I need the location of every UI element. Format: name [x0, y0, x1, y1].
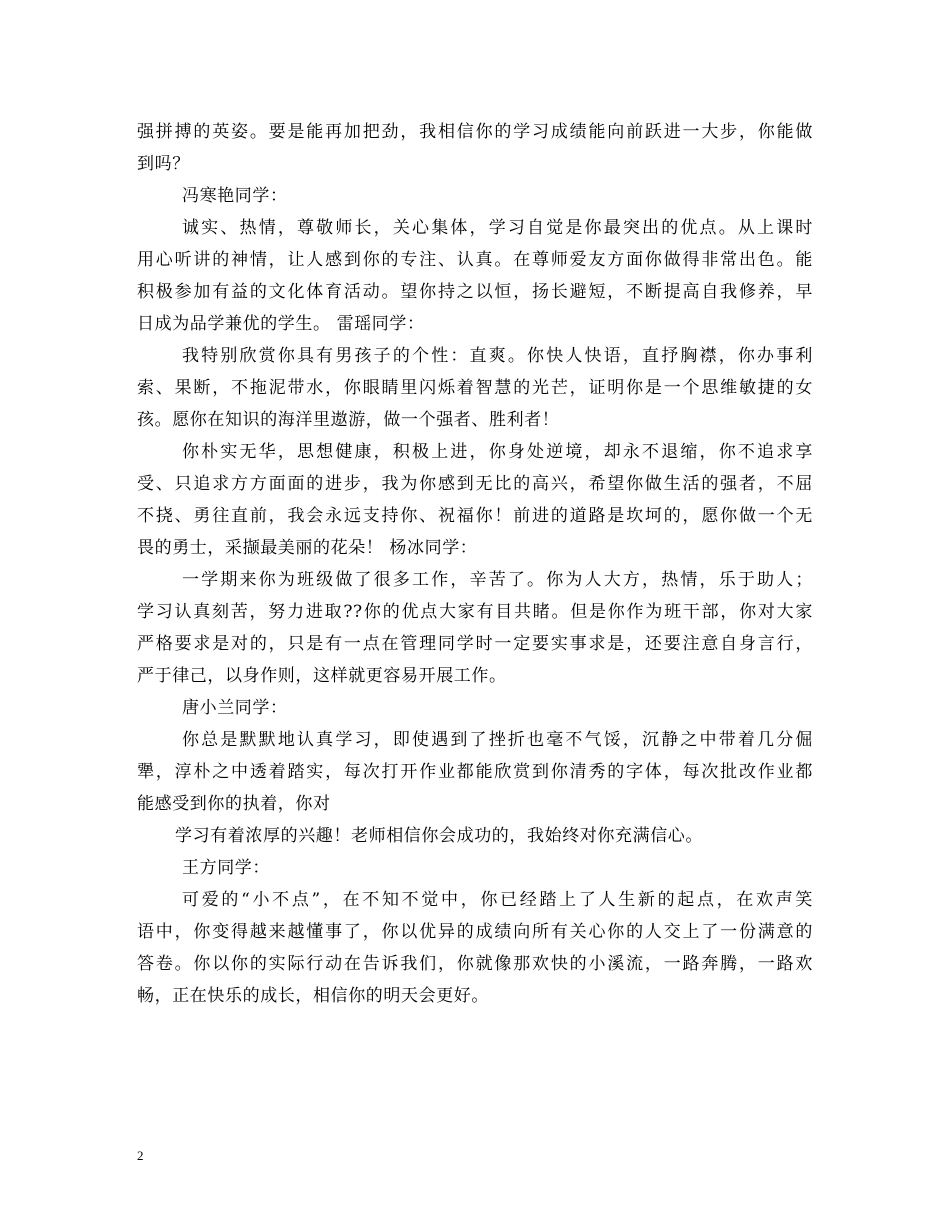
text-line: 可爱的“小不点”，在不知不觉中，你已经踏上了人生新的起点，在欢声笑 — [182, 890, 813, 910]
text-line: 犟，淳朴之中透着踏实，每次打开作业都能欣赏到你清秀的字体，每次批改作业都 — [137, 762, 813, 782]
text-line: 学习认真刻苦，努力进取??你的优点大家有目共睹。但是你作为班干部，你对大家 — [137, 602, 813, 622]
text-line: 到吗？ — [137, 154, 190, 174]
text-line: 语中，你变得越来越懂事了，你以优异的成绩向所有关心你的人交上了一份满意的 — [137, 922, 813, 942]
text-line: 你朴实无华，思想健康，积极上进，你身处逆境，却永不退缩，你不追求享 — [182, 442, 813, 462]
text-line: 诚实、热情，尊敬师长，关心集体，学习自觉是你最突出的优点。从上课时 — [182, 218, 813, 238]
text-line: 学习有着浓厚的兴趣！老师相信你会成功的，我始终对你充满信心。 — [175, 826, 703, 846]
text-line: 答卷。你以你的实际行动在告诉我们，你就像那欢快的小溪流，一路奔腾，一路欢 — [137, 954, 813, 974]
text-line: 能感受到你的执着，你对 — [137, 794, 331, 814]
text-line: 畏的勇士，采撷最美丽的花朵！ 杨冰同学： — [137, 538, 478, 558]
text-line: 不挠、勇往直前，我会永远支持你、祝福你！前进的道路是坎坷的，愿你做一个无 — [137, 506, 813, 526]
text-line: 索、果断，不拖泥带水，你眼睛里闪烁着智慧的光芒，证明你是一个思维敏捷的女 — [137, 378, 813, 398]
text-line: 日成为品学兼优的学生。 雷瑶同学： — [137, 314, 425, 334]
text-line: 积极参加有益的文化体育活动。望你持之以恒，扬长避短，不断提高自我修养，早 — [137, 282, 813, 302]
text-line: 孩。愿你在知识的海洋里遨游，做一个强者、胜利者！ — [137, 410, 560, 430]
student-heading: 唐小兰同学： — [182, 698, 288, 718]
text-line: 严于律己，以身作则，这样就更容易开展工作。 — [137, 666, 507, 686]
text-line: 严格要求是对的，只是有一点在管理同学时一定要实事求是，还要注意自身言行， — [137, 634, 813, 654]
document-body — [137, 116, 813, 1012]
student-heading: 冯寒艳同学： — [182, 186, 288, 206]
student-heading: 王方同学： — [182, 858, 270, 878]
text-line: 受、只追求方方面面的进步，我为你感到无比的高兴，希望你做生活的强者，不屈 — [137, 474, 813, 494]
text-line: 强拼搏的英姿。要是能再加把劲，我相信你的学习成绩能向前跃进一大步，你能做 — [137, 122, 813, 142]
text-line: 一学期来你为班级做了很多工作，辛苦了。你为人大方，热情，乐于助人； — [182, 570, 813, 590]
text-line: 你总是默默地认真学习，即使遇到了挫折也毫不气馁，沉静之中带着几分倔 — [182, 730, 813, 750]
text-line: 畅，正在快乐的成长，相信你的明天会更好。 — [137, 986, 489, 1006]
text-line: 用心听讲的神情，让人感到你的专注、认真。在尊师爱友方面你做得非常出色。能 — [137, 250, 813, 270]
page-number: 2 — [137, 1148, 144, 1163]
text-line: 我特别欣赏你具有男孩子的个性：直爽。你快人快语，直抒胸襟，你办事利 — [182, 346, 813, 366]
